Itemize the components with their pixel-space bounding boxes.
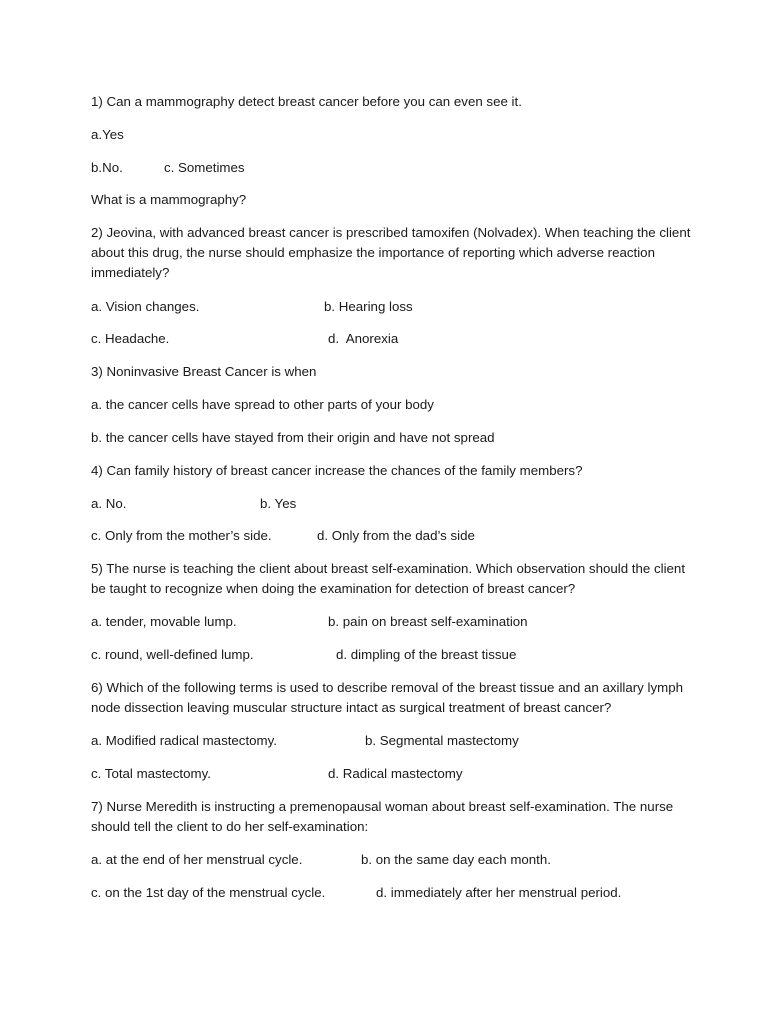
q7-option-a: a. at the end of her menstrual cycle. <box>91 852 303 867</box>
q5-option-a: a. tender, movable lump. <box>91 614 237 629</box>
q1-followup: What is a mammography? <box>91 192 247 207</box>
q6-option-b: b. Segmental mastectomy <box>365 733 519 748</box>
question-3: 3) Noninvasive Breast Cancer is when <box>91 364 317 379</box>
q5-option-c: c. round, well-defined lump. <box>91 647 254 662</box>
q1-option-c: c. Sometimes <box>164 160 245 175</box>
question-7: 7) Nurse Meredith is instructing a premenopausal woman about breast self-examination. The nurse should tell the client to do her self-examination: <box>91 799 674 834</box>
question-4: 4) Can family history of breast cancer increase the chances of the family members? <box>91 463 583 478</box>
q2-option-a: a. Vision changes. <box>91 299 200 314</box>
q6-option-a: a. Modified radical mastectomy. <box>91 733 277 748</box>
q6-option-c: c. Total mastectomy. <box>91 766 211 781</box>
question-6: 6) Which of the following terms is used to describe removal of the breast tissue and an axillary lymph node dissection leaving muscular structure intact as surgical treatment of breast cancer? <box>91 680 683 715</box>
q7-option-c: c. on the 1st day of the menstrual cycle. <box>91 885 326 900</box>
q5-option-d: d. dimpling of the breast tissue <box>336 647 517 662</box>
q2-option-b: b. Hearing loss <box>324 299 413 314</box>
q4-option-c: c. Only from the mother’s side. <box>91 528 272 543</box>
q2-option-d: d. Anorexia <box>328 331 399 346</box>
question-5: 5) The nurse is teaching the client about breast self-examination. Which observation should the client be taught to recognize when doing the examination for detection of breast cancer? <box>91 561 686 596</box>
q1-option-a: a.Yes <box>91 127 124 142</box>
q3-option-a: a. the cancer cells have spread to other parts of your body <box>91 397 434 412</box>
q5-option-b: b. pain on breast self-examination <box>328 614 528 629</box>
q7-option-b: b. on the same day each month. <box>361 852 551 867</box>
q4-option-b: b. Yes <box>260 496 297 511</box>
q4-option-a: a. No. <box>91 496 127 511</box>
q7-option-d: d. immediately after her menstrual period. <box>376 885 622 900</box>
question-2: 2) Jeovina, with advanced breast cancer is prescribed tamoxifen (Nolvadex). When teaching the client about this drug, the nurse should emphasize the importance of reporting which adverse reaction immediately? <box>91 225 691 280</box>
q2-option-c: c. Headache. <box>91 331 170 346</box>
question-1: 1) Can a mammography detect breast cancer before you can even see it. <box>91 94 522 109</box>
q3-option-b: b. the cancer cells have stayed from their origin and have not spread <box>91 430 495 445</box>
q4-option-d: d. Only from the dad’s side <box>317 528 475 543</box>
q6-option-d: d. Radical mastectomy <box>328 766 463 781</box>
q1-option-b: b.No. <box>91 160 123 175</box>
